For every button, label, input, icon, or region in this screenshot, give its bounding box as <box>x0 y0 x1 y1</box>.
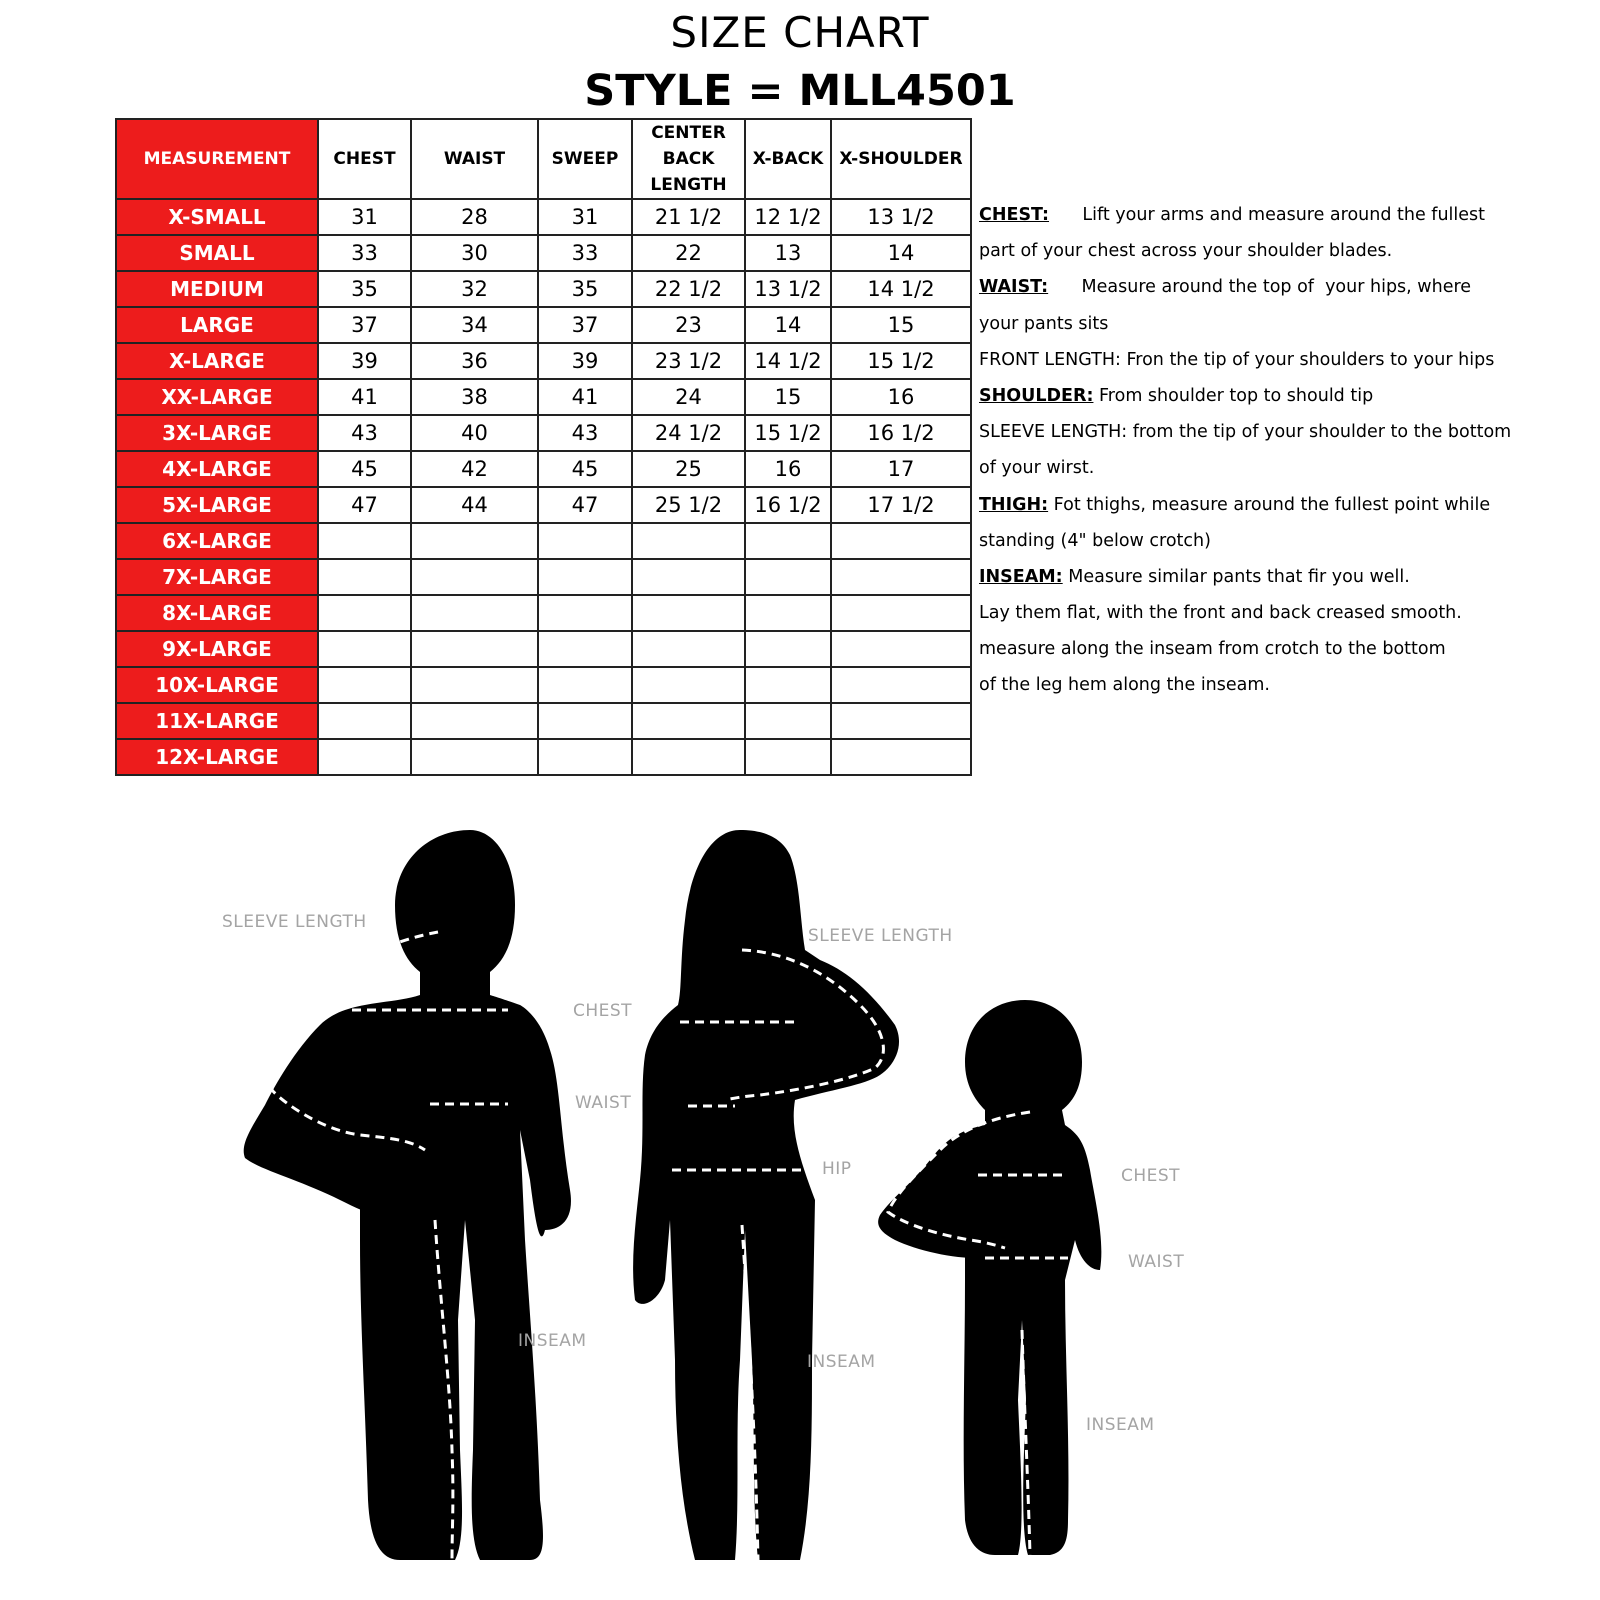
man-figure <box>222 830 632 1560</box>
instruction-line <box>979 378 1599 414</box>
measurement-cell: 14 1/2 <box>745 343 831 379</box>
instruction-text: of your wirst. <box>979 458 1095 479</box>
measurement-cell <box>632 523 745 559</box>
measurement-cell: 25 <box>632 451 745 487</box>
child-figure <box>878 1000 1184 1555</box>
instruction-text: Measure similar pants that fir you well. <box>1062 566 1410 587</box>
table-row <box>116 199 971 235</box>
instruction-text: of the leg hem along the inseam. <box>979 675 1270 696</box>
instruction-text: standing (4" below crotch) <box>979 530 1211 551</box>
measurement-cell: 32 <box>411 271 538 307</box>
measurement-cell <box>745 559 831 595</box>
measurement-cell <box>632 739 745 775</box>
instruction-line <box>979 197 1599 233</box>
table-row <box>116 559 971 595</box>
measurement-cell: 36 <box>411 343 538 379</box>
body-measurement-diagram <box>0 800 1600 1600</box>
measurement-cell <box>831 523 971 559</box>
measurement-cell: 31 <box>538 199 632 235</box>
measurement-cell <box>318 667 411 703</box>
measurement-cell <box>538 739 632 775</box>
measurement-cell <box>411 631 538 667</box>
measurement-cell <box>831 667 971 703</box>
table-row <box>116 667 971 703</box>
measurement-cell <box>831 595 971 631</box>
measurement-cell <box>745 523 831 559</box>
instruction-line <box>979 306 1599 342</box>
instruction-line <box>979 233 1599 269</box>
table-header-row <box>116 119 971 199</box>
size-chart-table <box>115 118 972 776</box>
measurement-cell: 33 <box>318 235 411 271</box>
measurement-cell <box>632 595 745 631</box>
measurement-cell <box>411 703 538 739</box>
measurement-cell <box>318 703 411 739</box>
size-label: X-LARGE <box>116 343 318 379</box>
measurement-cell: 13 1/2 <box>831 199 971 235</box>
measurement-cell <box>632 703 745 739</box>
size-label: 9X-LARGE <box>116 631 318 667</box>
measurement-cell: 16 <box>831 379 971 415</box>
size-label: X-SMALL <box>116 199 318 235</box>
instruction-key: INSEAM: <box>979 566 1063 587</box>
instruction-text: FRONT LENGTH: Fron the tip of your shoulders to your hips <box>979 349 1495 370</box>
size-label: LARGE <box>116 307 318 343</box>
child-inseam-label: INSEAM <box>1086 1415 1155 1435</box>
measurement-cell: 14 <box>831 235 971 271</box>
measurement-cell: 15 <box>831 307 971 343</box>
measurement-cell <box>831 739 971 775</box>
instruction-line <box>979 269 1599 305</box>
measurement-cell: 13 1/2 <box>745 271 831 307</box>
measurement-cell: 39 <box>538 343 632 379</box>
instruction-line <box>979 450 1599 486</box>
instruction-text: Lift your arms and measure around the fullest <box>1049 205 1486 225</box>
measurement-cell <box>411 739 538 775</box>
measurement-cell: 33 <box>538 235 632 271</box>
measurement-cell <box>318 559 411 595</box>
instruction-text: Fot thighs, measure around the fullest point while <box>1048 494 1491 515</box>
instruction-text: From shoulder top to should tip <box>1093 385 1374 406</box>
measurement-cell <box>538 559 632 595</box>
man-chest-label: CHEST <box>573 1001 633 1021</box>
instruction-line <box>979 631 1599 667</box>
size-label: 6X-LARGE <box>116 523 318 559</box>
measurement-cell <box>745 703 831 739</box>
size-label: 3X-LARGE <box>116 415 318 451</box>
measurement-cell <box>318 595 411 631</box>
instruction-line <box>979 342 1599 378</box>
header-col-6: X-SHOULDER <box>831 119 971 199</box>
table-row <box>116 451 971 487</box>
measurement-cell: 25 1/2 <box>632 487 745 523</box>
measurement-cell: 35 <box>538 271 632 307</box>
instruction-key: CHEST: <box>979 205 1050 225</box>
header-col-1: CHEST <box>318 119 411 199</box>
measurement-cell: 21 1/2 <box>632 199 745 235</box>
table-row <box>116 523 971 559</box>
measurement-cell: 13 <box>745 235 831 271</box>
measurement-cell <box>632 631 745 667</box>
measurement-cell: 23 <box>632 307 745 343</box>
measurement-cell <box>831 631 971 667</box>
instruction-text: Lay them flat, with the front and back creased smooth. <box>979 603 1462 624</box>
measurement-cell <box>411 559 538 595</box>
table-row <box>116 235 971 271</box>
size-label: 11X-LARGE <box>116 703 318 739</box>
measurement-cell: 24 <box>632 379 745 415</box>
size-label: SMALL <box>116 235 318 271</box>
child-waist-label: WAIST <box>1128 1252 1185 1272</box>
measurement-cell: 38 <box>411 379 538 415</box>
measurement-cell <box>411 667 538 703</box>
table-row <box>116 379 971 415</box>
measurement-cell: 22 <box>632 235 745 271</box>
table-row <box>116 271 971 307</box>
table-row <box>116 595 971 631</box>
table-row <box>116 415 971 451</box>
measurement-cell <box>831 703 971 739</box>
size-label: 4X-LARGE <box>116 451 318 487</box>
measurement-cell: 37 <box>318 307 411 343</box>
measurement-cell <box>318 523 411 559</box>
instruction-text: part of your chest across your shoulder blades. <box>979 241 1393 262</box>
measurement-cell <box>745 739 831 775</box>
size-label: 12X-LARGE <box>116 739 318 775</box>
size-label: MEDIUM <box>116 271 318 307</box>
header-col-5: X-BACK <box>745 119 831 199</box>
table-row <box>116 739 971 775</box>
measurement-cell: 43 <box>318 415 411 451</box>
measurement-cell: 15 <box>745 379 831 415</box>
instruction-key: THIGH: <box>979 494 1049 515</box>
measurement-cell: 44 <box>411 487 538 523</box>
measurement-cell: 35 <box>318 271 411 307</box>
instruction-text: Measure around the top of your hips, where <box>1048 277 1472 298</box>
measurement-instructions <box>979 197 1599 704</box>
measurement-cell <box>538 703 632 739</box>
measurement-cell: 43 <box>538 415 632 451</box>
size-label: 10X-LARGE <box>116 667 318 703</box>
instruction-line <box>979 523 1599 559</box>
instruction-line <box>979 667 1599 703</box>
instruction-text: your pants sits <box>979 313 1109 334</box>
measurement-cell: 24 1/2 <box>632 415 745 451</box>
woman-inseam-label: INSEAM <box>807 1352 876 1372</box>
measurement-cell <box>831 559 971 595</box>
table-row <box>116 487 971 523</box>
measurement-cell <box>745 595 831 631</box>
measurement-cell: 14 1/2 <box>831 271 971 307</box>
table-row <box>116 343 971 379</box>
measurement-cell: 15 1/2 <box>745 415 831 451</box>
measurement-cell: 17 1/2 <box>831 487 971 523</box>
man-sleeve-label: SLEEVE LENGTH <box>222 912 367 932</box>
table-row <box>116 631 971 667</box>
measurement-cell: 28 <box>411 199 538 235</box>
header-col-2: WAIST <box>411 119 538 199</box>
measurement-cell: 42 <box>411 451 538 487</box>
instruction-key: WAIST: <box>979 277 1049 298</box>
measurement-cell: 16 <box>745 451 831 487</box>
woman-sleeve-label: SLEEVE LENGTH <box>808 926 953 946</box>
style-code: STYLE = MLL4501 <box>584 66 1016 116</box>
measurement-cell: 17 <box>831 451 971 487</box>
size-label: 5X-LARGE <box>116 487 318 523</box>
measurement-cell: 41 <box>318 379 411 415</box>
header-measurement: MEASUREMENT <box>116 119 318 199</box>
measurement-cell: 31 <box>318 199 411 235</box>
measurement-cell: 22 1/2 <box>632 271 745 307</box>
instruction-line <box>979 414 1599 450</box>
size-label: 7X-LARGE <box>116 559 318 595</box>
size-label: 8X-LARGE <box>116 595 318 631</box>
measurement-cell: 45 <box>538 451 632 487</box>
instruction-line <box>979 559 1599 595</box>
measurement-cell <box>538 667 632 703</box>
measurement-cell: 23 1/2 <box>632 343 745 379</box>
measurement-cell <box>538 595 632 631</box>
measurement-cell <box>745 631 831 667</box>
measurement-cell: 40 <box>411 415 538 451</box>
measurement-cell: 30 <box>411 235 538 271</box>
measurement-cell: 16 1/2 <box>745 487 831 523</box>
table-row <box>116 703 971 739</box>
measurement-cell <box>745 667 831 703</box>
header-col-3: SWEEP <box>538 119 632 199</box>
man-waist-label: WAIST <box>575 1093 632 1113</box>
measurement-cell <box>318 631 411 667</box>
instruction-text: measure along the inseam from crotch to the bottom <box>979 639 1446 660</box>
instruction-text: SLEEVE LENGTH: from the tip of your shoulder to the bottom <box>979 422 1512 443</box>
measurement-cell <box>632 667 745 703</box>
instruction-line <box>979 487 1599 523</box>
measurement-cell: 39 <box>318 343 411 379</box>
measurement-cell: 16 1/2 <box>831 415 971 451</box>
measurement-cell <box>318 739 411 775</box>
table-row <box>116 307 971 343</box>
man-inseam-label: INSEAM <box>518 1331 587 1351</box>
page-title: SIZE CHART <box>670 8 930 57</box>
child-chest-label: CHEST <box>1121 1166 1181 1186</box>
measurement-cell: 45 <box>318 451 411 487</box>
size-label: XX-LARGE <box>116 379 318 415</box>
instruction-key: SHOULDER: <box>979 385 1094 406</box>
measurement-cell <box>538 631 632 667</box>
measurement-cell: 12 1/2 <box>745 199 831 235</box>
measurement-cell <box>632 559 745 595</box>
measurement-cell <box>411 523 538 559</box>
measurement-cell: 37 <box>538 307 632 343</box>
measurement-cell: 34 <box>411 307 538 343</box>
measurement-cell: 15 1/2 <box>831 343 971 379</box>
measurement-cell: 41 <box>538 379 632 415</box>
woman-hip-label: HIP <box>822 1159 852 1179</box>
measurement-cell <box>411 595 538 631</box>
instruction-line <box>979 595 1599 631</box>
measurement-cell: 14 <box>745 307 831 343</box>
measurement-cell <box>538 523 632 559</box>
measurement-cell: 47 <box>538 487 632 523</box>
measurement-cell: 47 <box>318 487 411 523</box>
header-col-4: CENTER BACK LENGTH <box>632 119 745 199</box>
